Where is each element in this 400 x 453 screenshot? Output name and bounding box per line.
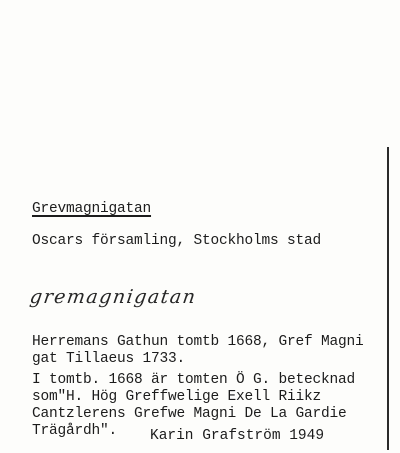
parish-line: Oscars församling, Stockholms stad: [32, 233, 322, 249]
body-line: gat Tillaeus 1733.: [32, 351, 186, 367]
author-signature: Karin Grafström 1949: [150, 428, 325, 444]
body-line: I tomtb. 1668 är tomten Ö G. betecknad: [32, 372, 356, 388]
body-line: som"H. Hög Greffwelige Exell Riikz: [32, 389, 322, 405]
body-line: Herremans Gathun tomtb 1668, Gref Magni: [32, 334, 364, 350]
handwritten-annotation: gremagnigatan: [28, 286, 199, 308]
body-line: Cantzlerens Grefwe Magni De La Gardie: [32, 406, 347, 422]
card-edge-line: [387, 147, 389, 450]
body-line: Trägårdh".: [32, 423, 118, 439]
street-name-heading: Grevmagnigatan: [32, 201, 152, 217]
